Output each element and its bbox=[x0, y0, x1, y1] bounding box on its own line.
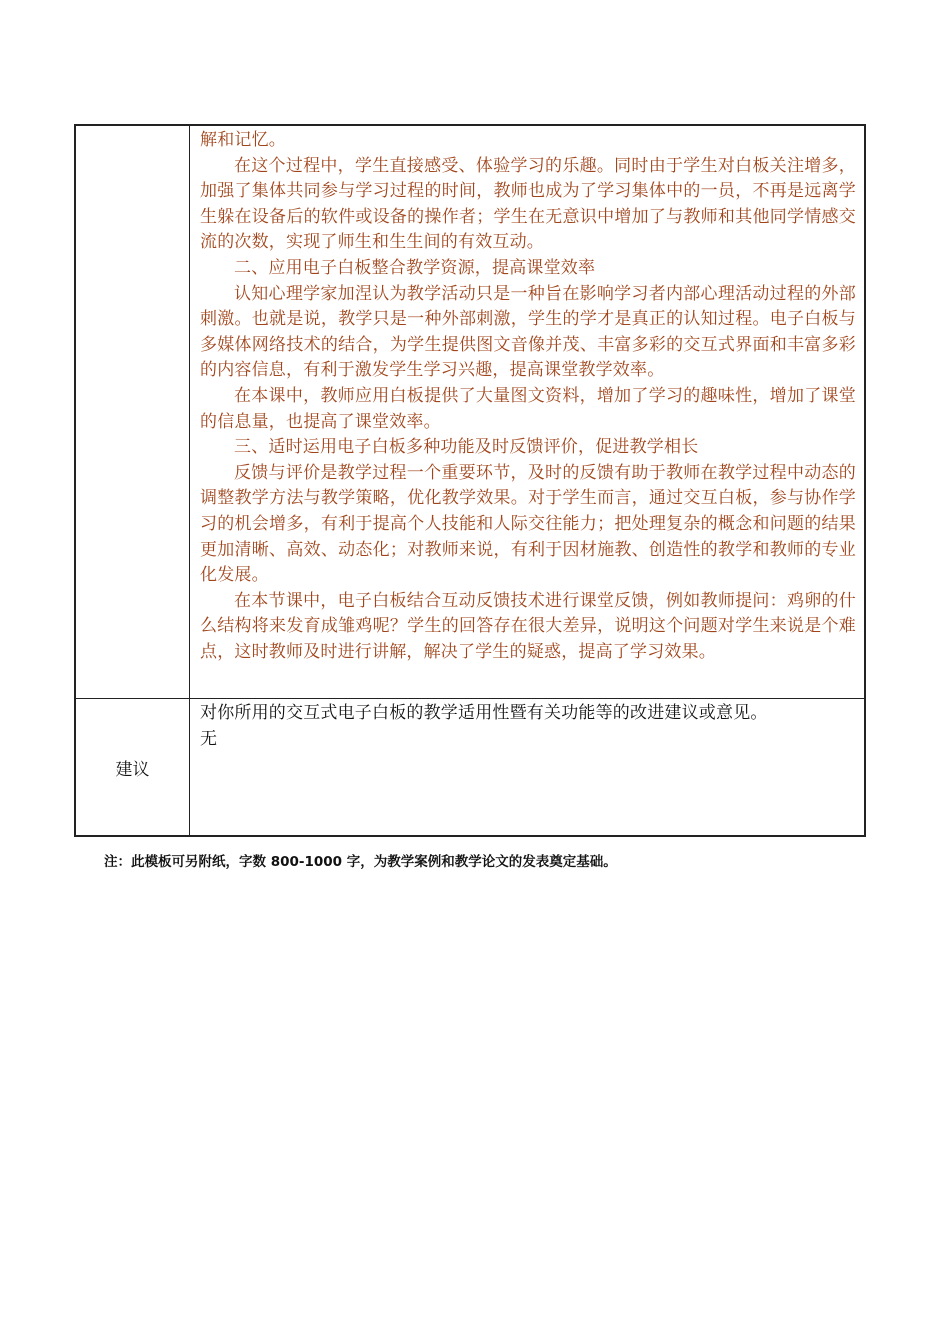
advice-row bbox=[76, 698, 864, 835]
footnote: 注：此模板可另附纸，字数 800-1000 字，为教学案例和教学论文的发表奠定基础。 bbox=[104, 854, 617, 870]
section-heading-3: 三、适时运用电子白板多种功能及时反馈评价，促进教学相长 bbox=[234, 437, 699, 458]
paragraph-2: 在这个过程中，学生直接感受、体验学习的乐趣。同时由于学生对白板关注增多，加强了集体共同参与学习过程的时间，教师也成为了学习集体中的一员，不再是远离学生躲在设备后的软件或设备的操作者；学生在无意识中增加了与教师和其他同学情感交流的次数，实现了师生和生生间的有效互动。 bbox=[200, 155, 856, 253]
paragraph-6: 在本节课中，电子白板结合互动反馈技术进行课堂反馈，例如教师提问：鸡卵的什么结构将来发育成雏鸡呢？学生的回答存在很大差异，说明这个问题对学生来说是个难点，这时教师及时进行讲解，解决了学生的疑惑，提高了学习效果。 bbox=[200, 590, 856, 662]
paragraph-4: 在本课中，教师应用白板提供了大量图文资料，增加了学习的趣味性，增加了课堂的信息量，也提高了课堂效率。 bbox=[200, 385, 856, 432]
evaluation-table bbox=[74, 124, 866, 837]
advice-prompt: 对你所用的交互式电子白板的教学适用性暨有关功能等的改进建议或意见。 bbox=[200, 703, 768, 723]
paragraph-3: 认知心理学家加涅认为教学活动只是一种旨在影响学习者内部心理活动过程的外部刺激。也就是说，教学只是一种外部刺激，学生的学才是真正的认知过程。电子白板与多媒体网络技术的结合，为学生提供图文音像并茂、丰富多彩的交互式界面和丰富多彩的内容信息，有利于激发学生学习兴趣，提高课堂教学效率。 bbox=[200, 283, 856, 381]
advice-content-cell bbox=[190, 699, 864, 835]
advice-answer: 无 bbox=[200, 728, 218, 749]
reflection-row bbox=[76, 126, 864, 698]
reflection-content-cell bbox=[190, 126, 864, 698]
section-heading-2: 二、应用电子白板整合教学资源，提高课堂效率 bbox=[234, 257, 596, 278]
advice-label: 建议 bbox=[76, 699, 190, 835]
reflection-label-cell bbox=[76, 126, 190, 698]
paragraph-5: 反馈与评价是教学过程一个重要环节，及时的反馈有助于教师在教学过程中动态的调整教学方法与教学策略，优化教学效果。对于学生而言，通过交互白板，参与协作学习的机会增多，有利于提高个人技能和人际交往能力；把处理复杂的概念和问题的结果更加清晰、高效、动态化；对教师来说，有利于因材施教、创造性的教学和教师的专业化发展。 bbox=[200, 462, 856, 586]
paragraph-1: 解和记忆。 bbox=[200, 130, 286, 150]
